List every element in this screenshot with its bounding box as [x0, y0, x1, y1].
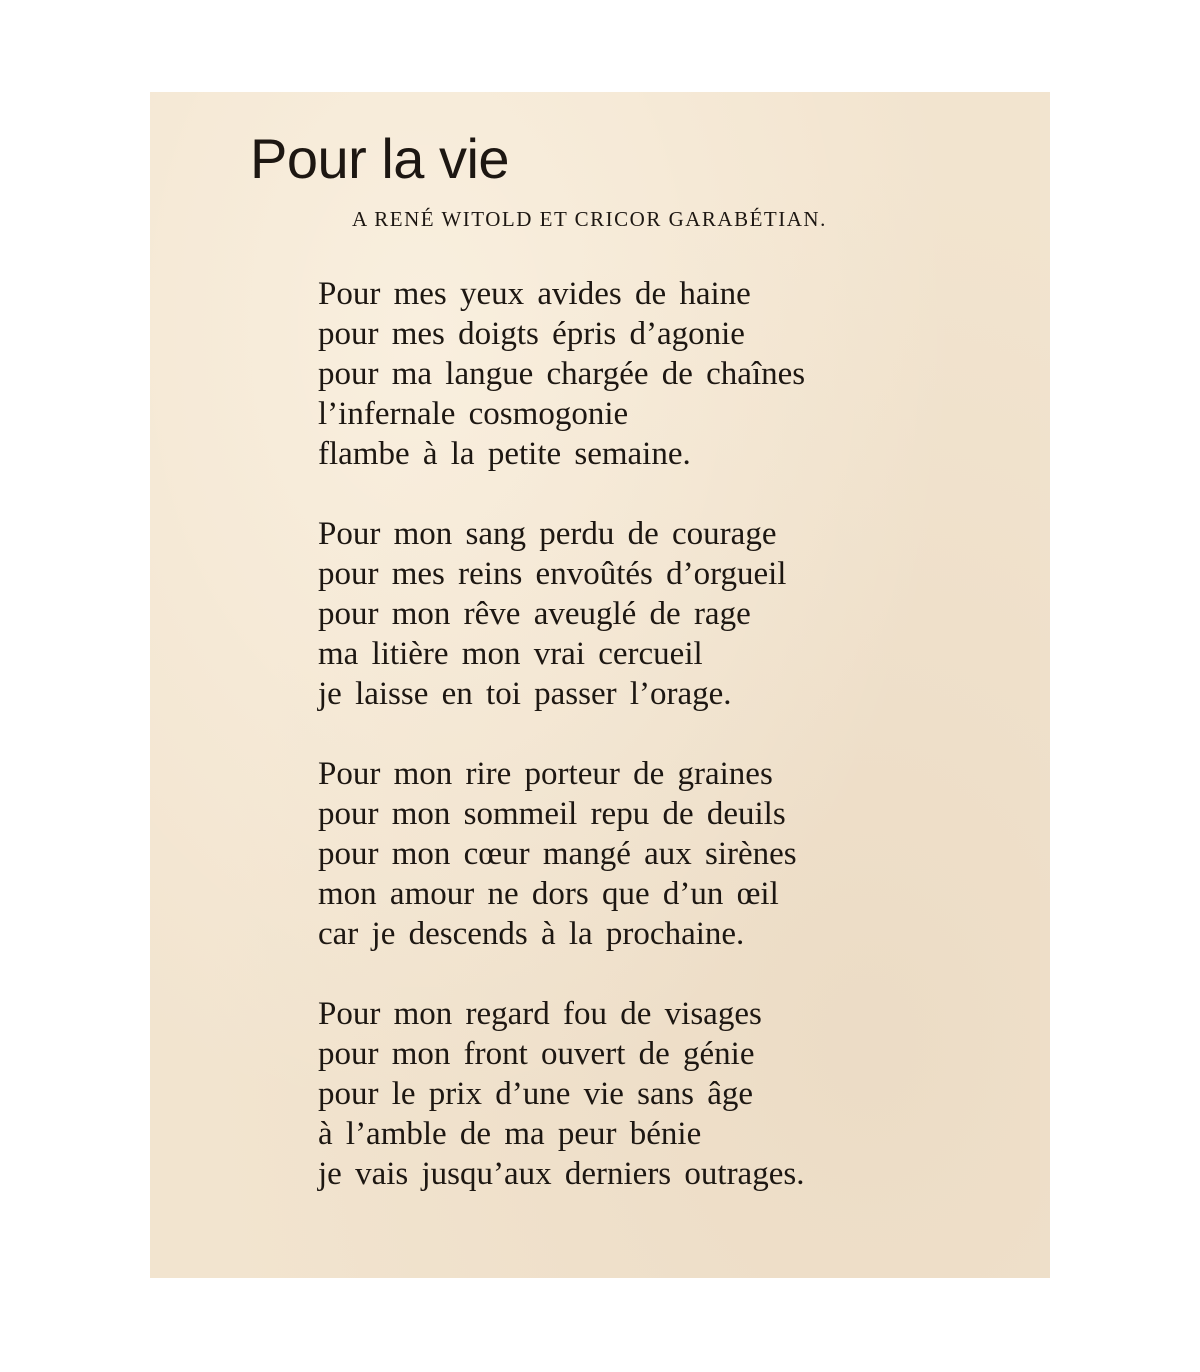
poem-line: je laisse en toi passer l’orage. — [318, 676, 732, 712]
poem-line: pour mon sommeil repu de deuils — [318, 796, 786, 832]
poem-line: Pour mon regard fou de visages — [318, 996, 762, 1032]
poem-line: mon amour ne dors que d’un œil — [318, 876, 779, 912]
poem-line: pour mon rêve aveuglé de rage — [318, 596, 751, 632]
poem-line: Pour mes yeux avides de haine — [318, 276, 751, 312]
poem-line: pour ma langue chargée de chaînes — [318, 356, 806, 392]
poem-line: l’infernale cosmogonie — [318, 396, 629, 432]
poem-line: flambe à la petite semaine. — [318, 436, 691, 472]
poem-line: pour le prix d’une vie sans âge — [318, 1076, 754, 1112]
poem-line: pour mes doigts épris d’agonie — [318, 316, 745, 352]
dedication: A RENÉ WITOLD ET CRICOR GARABÉTIAN. — [352, 207, 827, 231]
poem-line: pour mes reins envoûtés d’orgueil — [318, 556, 787, 592]
poem-line: Pour mon rire porteur de graines — [318, 756, 773, 792]
poem-line: pour mon cœur mangé aux sirènes — [318, 836, 797, 872]
stanza-1 — [318, 274, 1018, 474]
poem-line: Pour mon sang perdu de courage — [318, 516, 777, 552]
poem-line: ma litière mon vrai cercueil — [318, 636, 703, 672]
book-page — [150, 92, 1050, 1278]
poem-title: Pour la vie — [250, 127, 510, 190]
stanza-3 — [318, 754, 1018, 954]
stanza-4 — [318, 994, 1018, 1194]
poem-line: car je descends à la prochaine. — [318, 916, 745, 952]
poem-line: à l’amble de ma peur bénie — [318, 1116, 702, 1152]
poem-body — [318, 274, 1018, 1234]
poem-line: je vais jusqu’aux derniers outrages. — [318, 1156, 805, 1192]
stanza-2 — [318, 514, 1018, 714]
poem-line: pour mon front ouvert de génie — [318, 1036, 755, 1072]
